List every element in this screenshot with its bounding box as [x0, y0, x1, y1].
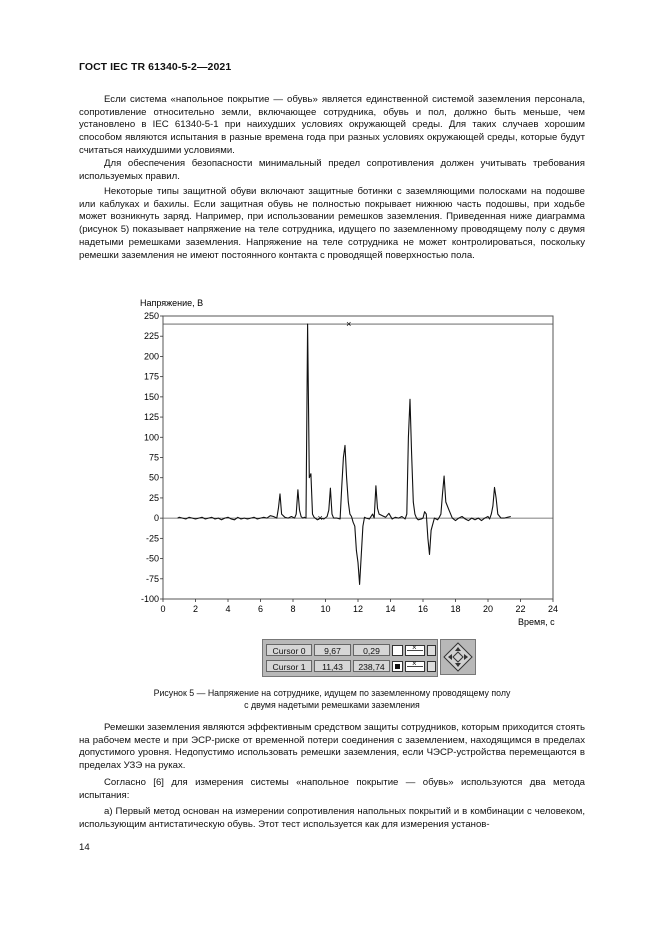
cursor-1-y: 238,74	[353, 660, 390, 672]
x-tick-label: 2	[192, 604, 199, 614]
cursor-0-x: 9,67	[314, 644, 351, 656]
paragraph-1	[79, 94, 585, 158]
page-number: 14	[79, 842, 90, 853]
y-tick-label: 175	[143, 371, 159, 382]
x-tick-label: 18	[450, 604, 461, 614]
y-tick-label: -25	[145, 533, 159, 544]
y-tick-label: 200	[143, 351, 159, 362]
voltage-chart	[120, 296, 570, 631]
paragraph-text: Ремешки заземления являются эффективным средством защиты сотрудников, которым приходится стоять на рабочем месте и при ЭСР-риске от временной потери соединения с заземлением, находящимся в пределах допустимого уровня. Недопустимо использовать ремешки заземления, если ЧЭСР-устройства перемещаются в пределах УЗЭ на руках.	[79, 722, 585, 772]
cursor-0-y: 0,29	[353, 644, 390, 656]
caption-line-2: с двумя надетыми ремешками заземления	[244, 699, 420, 710]
y-tick-label: 250	[143, 311, 159, 321]
bottom-text	[79, 722, 585, 836]
cursor-1-color-swatch[interactable]	[392, 661, 403, 672]
x-tick-label: 14	[385, 604, 396, 614]
y-tick-label: -100	[140, 594, 159, 604]
document-header: ГОСТ IEC TR 61340-5-2—2021	[79, 61, 232, 73]
caption-line-1: Рисунок 5 — Напряжение на сотруднике, идущем по заземленному проводящему полу	[153, 688, 511, 698]
cursor-1-name[interactable]: Cursor 1	[266, 660, 312, 672]
paragraph-text: Если система «напольное покрытие — обувь» является единственной системой заземления персонала, сопротивление относительно земли, включающее сотрудника, обувь и пол, должно быть меньше, чем установлено в IEC 61340-5-1 при наихудших условиях окружающей среды. Для таких случаев хорошим способом являются испытания в разные времена года при разных условиях окружающей среды, которые будут считаться наихудшими условиями.	[79, 94, 585, 156]
y-tick-label: 0	[153, 513, 159, 524]
y-tick-label: -75	[145, 573, 159, 584]
cursor-0-name[interactable]: Cursor 0	[266, 644, 312, 656]
cursor-0-line-style[interactable]: ×	[405, 645, 425, 656]
cursor-navigation-pad[interactable]	[440, 639, 476, 675]
paragraph-text: а) Первый метод основан на измерении сопротивления напольных покрытий и в комбинации с человеком, использующим антистатическую обувь. Этот тест используется как для измерения установ-	[79, 806, 585, 830]
x-tick-label: 20	[482, 604, 494, 614]
diamond-arrows-icon	[441, 640, 475, 674]
x-tick-label: 8	[290, 604, 296, 614]
paragraph-2	[79, 158, 585, 183]
cursor-row-1	[266, 659, 436, 673]
cursor-1-line-style[interactable]: ×	[405, 661, 425, 672]
x-tick-label: 0	[160, 604, 166, 614]
cursor-0-lock-icon[interactable]	[427, 645, 436, 656]
y-tick-label: -50	[145, 553, 159, 564]
cursor-1-marker: ×	[346, 319, 352, 330]
y-tick-label: 25	[148, 492, 159, 503]
paragraph-text: Для обеспечения безопасности минимальный предел сопротивления должен учитывать требования используемых правил.	[79, 158, 585, 182]
paragraph-text: Согласно [6] для измерения системы «напольное покрытие — обувь» используются два метода испытания:	[79, 776, 585, 801]
paragraph-text: Некоторые типы защитной обуви включают защитные ботинки с заземляющими полосками на подошве или каблуках и бахилы. Если защитная обувь не полностью покрывает нижнюю часть подошвы, при ходьбе может возникнуть заряд. Например, при использовании ремешков заземления. Приведенная ниже диаграмма (рисунок 5) показывает напряжение на теле сотрудника, идущего по заземленному проводящему полу с двумя надетыми ремешками заземления. Напряжение на теле сотрудника не может контролироваться, поскольку ремешки заземления не имеют постоянного контакта с проводящей поверхностью пола.	[79, 186, 585, 261]
cursor-1-lock-icon[interactable]	[427, 661, 436, 672]
y-tick-label: 50	[148, 472, 159, 483]
paragraph-3	[79, 186, 585, 262]
y-tick-label: 75	[148, 452, 159, 463]
x-tick-label: 22	[515, 604, 526, 614]
y-tick-label: 150	[143, 391, 159, 402]
x-tick-label: 24	[547, 604, 559, 614]
chart-axes	[163, 316, 553, 599]
x-tick-label: 10	[320, 604, 331, 614]
cursor-row-0	[266, 643, 436, 657]
plot-area	[163, 316, 553, 599]
y-axis-label: Напряжение, В	[140, 298, 204, 308]
cursor-panel	[262, 639, 438, 677]
cursor-1-x: 11,43	[314, 660, 351, 672]
x-axis-label: Время, с	[518, 617, 555, 627]
x-tick-label: 12	[352, 604, 364, 614]
x-tick-label: 4	[225, 604, 231, 614]
y-tick-label: 125	[143, 412, 159, 423]
cursor-0-color-swatch[interactable]	[392, 645, 403, 656]
x-tick-label: 6	[257, 604, 264, 614]
cursor-0-marker: ×	[317, 513, 323, 524]
figure-caption	[79, 688, 585, 711]
y-tick-label: 225	[143, 331, 159, 342]
y-tick-label: 100	[143, 432, 159, 443]
x-tick-label: 16	[417, 604, 429, 614]
